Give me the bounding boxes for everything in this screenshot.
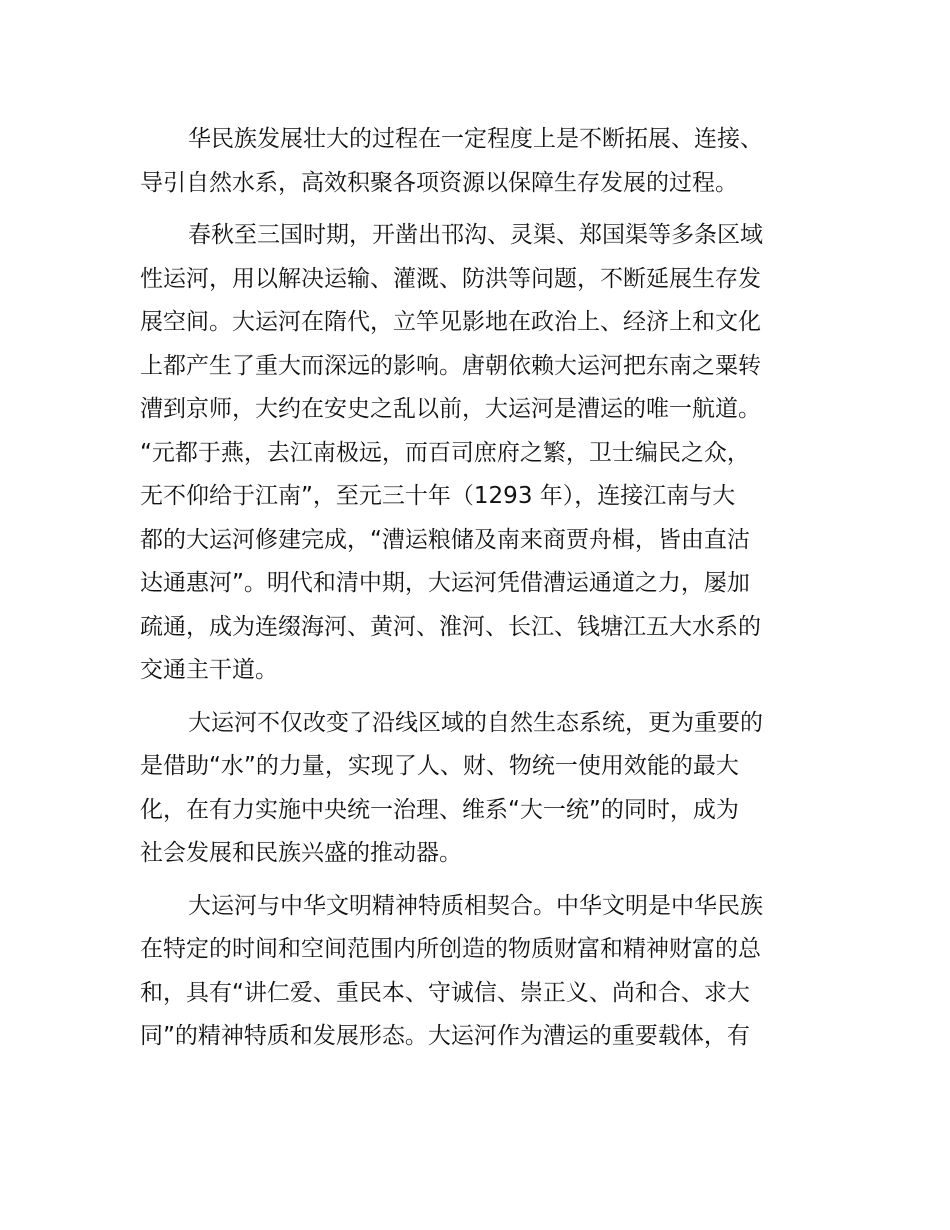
paragraph-line: “元都于燕，去江南极远，而百司庶府之繁，卫士编民之众，: [140, 439, 750, 466]
paragraph-line: 化，在有力实施中央统一治理、维系“大一统”的同时，成为: [140, 796, 739, 823]
document-body: [140, 118, 812, 1068]
paragraph-line: 交通主干道。: [140, 657, 278, 683]
paragraph-line: 春秋至三国时期，开凿出邗沟、灵渠、郑国渠等多条区域: [188, 222, 763, 248]
paragraph-line: 大运河不仅改变了沿线区域的自然生态系统，更为重要的: [188, 709, 763, 736]
paragraph-line: 和，具有“讲仁爱、重民本、守诚信、崇正义、尚和合、求大: [140, 979, 750, 1006]
paragraph-line: 是借助“水”的力量，实现了人、财、物统一使用效能的最大: [140, 753, 739, 779]
paragraph-line: 华民族发展壮大的过程在一定程度上是不断拓展、连接、: [188, 126, 763, 152]
paragraph-line: 性运河，用以解决运输、灌溉、防洪等问题，不断延展生存发: [140, 265, 761, 292]
paragraph-line: 大运河与中华文明精神特质相契合。中华文明是中华民族: [188, 892, 763, 919]
paragraph-line: 社会发展和民族兴盛的推动器。: [140, 840, 462, 866]
paragraph-2: [140, 214, 812, 693]
paragraph-line: 达通惠河”。明代和清中期，大运河凭借漕运通道之力，屡加: [140, 570, 750, 596]
paragraph-line: 漕到京师，大约在安史之乱以前，大运河是漕运的唯一航道。: [140, 396, 761, 422]
paragraph-line: 同”的精神特质和发展形态。大运河作为漕运的重要载体，有: [140, 1023, 750, 1049]
paragraph-line: 在特定的时间和空间范围内所创造的物质财富和精神财富的总: [140, 936, 761, 962]
paragraph-line: 疏通，成为连缀海河、黄河、淮河、长江、钱塘江五大水系的: [140, 613, 761, 640]
paragraph-3: [140, 702, 812, 876]
paragraph-4: [140, 885, 812, 1059]
paragraph-line: 都的大运河修建完成，“漕运粮储及南来商贾舟楫，皆由直沽: [140, 526, 750, 553]
paragraph-line: 导引自然水系，高效积聚各项资源以保障生存发展的过程。: [140, 169, 738, 196]
paragraph-line: 无不仰给于江南”，至元三十年（1293 年），连接江南与大: [140, 483, 736, 509]
paragraph-line: 展空间。大运河在隋代，立竿见影地在政治上、经济上和文化: [140, 309, 761, 335]
paragraph-1: [140, 118, 812, 205]
paragraph-line: 上都产生了重大而深远的影响。唐朝依赖大运河把东南之粟转: [140, 352, 761, 379]
